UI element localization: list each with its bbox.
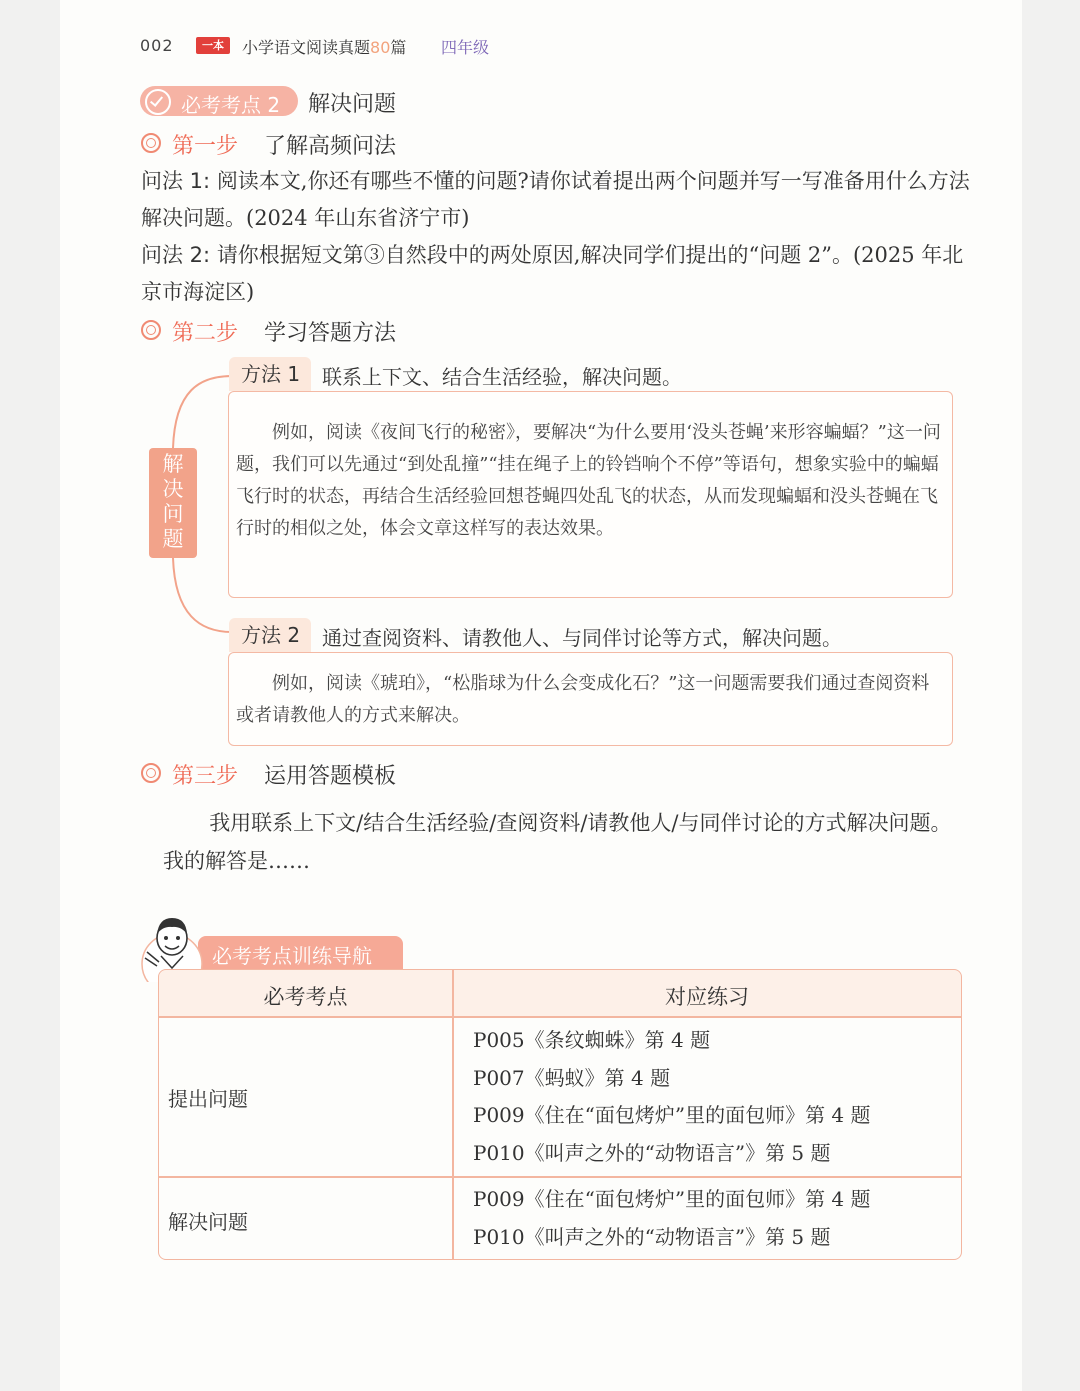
step2-title: 学习答题方法	[264, 321, 397, 346]
q1-text: 阅读本文,你还有哪些不懂的问题?请你试着提出两个问题并写一写准备用什么方法解决问题。(2024 年山东省济宁市)	[141, 169, 970, 230]
method2-description: 通过查阅资料、请教他人、与同伴讨论等方式，解决问题。	[322, 626, 842, 650]
table-row-point: 提出问题	[168, 1087, 248, 1111]
step3-label: 第三步	[172, 764, 239, 789]
solve-problem-side-label	[149, 452, 197, 552]
brand-logo: 一本	[196, 37, 230, 54]
side-char: 决	[162, 477, 184, 501]
method2-tab: 方法 2	[229, 618, 311, 652]
method2-example: 例如，阅读《琥珀》，“松脂球为什么会变成化石？”这一问题需要我们通过查阅资料或者请教他人的方式来解决。	[236, 673, 930, 726]
page-number: 002	[140, 36, 174, 55]
table-header-point: 必考考点	[263, 985, 348, 1009]
step2-circle-icon	[141, 320, 161, 340]
side-char: 题	[162, 527, 184, 551]
q2-label: 问法 2:	[141, 243, 211, 267]
q1-label: 问法 1:	[141, 169, 211, 193]
table-divider	[159, 1016, 961, 1018]
exercise-list	[473, 1181, 871, 1256]
method1-tab: 方法 1	[229, 357, 311, 391]
training-nav-title: 必考考点训练导航	[212, 944, 372, 968]
table-divider	[159, 1176, 961, 1178]
key-point-title: 解决问题	[308, 92, 397, 117]
exercise-link[interactable]: P007《蚂蚁》第 4 题	[473, 1065, 671, 1090]
book-title	[242, 35, 406, 58]
answer-template: 我用联系上下文/结合生活经验/查阅资料/请教他人/与同伴讨论的方式解决问题。我的解答是……	[163, 811, 952, 873]
exercise-link[interactable]: P010《叫声之外的“动物语言”》第 5 题	[473, 1140, 831, 1165]
exercise-link[interactable]: P010《叫声之外的“动物语言”》第 5 题	[473, 1224, 831, 1249]
method1-example: 例如，阅读《夜间飞行的秘密》，要解决“为什么要用‘没头苍蝇’来形容蝙蝠？”这一问题，我们可以先通过“到处乱撞”“挂在绳子上的铃铛响个不停”等语句，想象实验中的蝙蝠飞行时的状态，再结合生活经验回想苍蝇四处乱飞的状态，从而发现蝙蝠和没头苍蝇在飞行时的相似之处，体会文章这样写的表达效果。	[236, 422, 941, 539]
question-type-1	[141, 163, 971, 237]
step2-label: 第二步	[172, 321, 239, 346]
key-point-label: 必考考点 2	[181, 93, 281, 117]
check-icon	[145, 89, 171, 115]
method1-description: 联系上下文、结合生活经验，解决问题。	[322, 365, 682, 389]
book-title-suffix: 篇	[390, 38, 407, 57]
grade-label: 四年级	[441, 38, 490, 57]
side-char: 解	[162, 452, 184, 476]
exercise-link[interactable]: P005《条纹蜘蛛》第 4 题	[473, 1028, 711, 1052]
exercise-list	[473, 1022, 871, 1172]
table-row-point: 解决问题	[168, 1210, 248, 1234]
step1-circle-icon	[141, 133, 161, 153]
table-header-exercise: 对应练习	[665, 985, 749, 1009]
side-char: 问	[162, 502, 184, 526]
exercise-link[interactable]: P009《住在“面包烤炉”里的面包师》第 4 题	[473, 1187, 871, 1211]
step3-circle-icon	[141, 763, 161, 783]
step1-title: 了解高频问法	[264, 134, 397, 159]
table-divider	[452, 970, 454, 1259]
book-title-number: 80	[370, 38, 391, 57]
step3-title: 运用答题模板	[264, 764, 397, 789]
question-type-2	[141, 237, 971, 311]
step1-label: 第一步	[172, 134, 239, 159]
exercise-link[interactable]: P009《住在“面包烤炉”里的面包师》第 4 题	[473, 1103, 871, 1127]
book-title-prefix: 小学语文阅读真题	[242, 38, 371, 57]
q2-text: 请你根据短文第③自然段中的两处原因,解决同学们提出的“问题 2”。(2025 年北京市海淀区)	[141, 243, 964, 304]
